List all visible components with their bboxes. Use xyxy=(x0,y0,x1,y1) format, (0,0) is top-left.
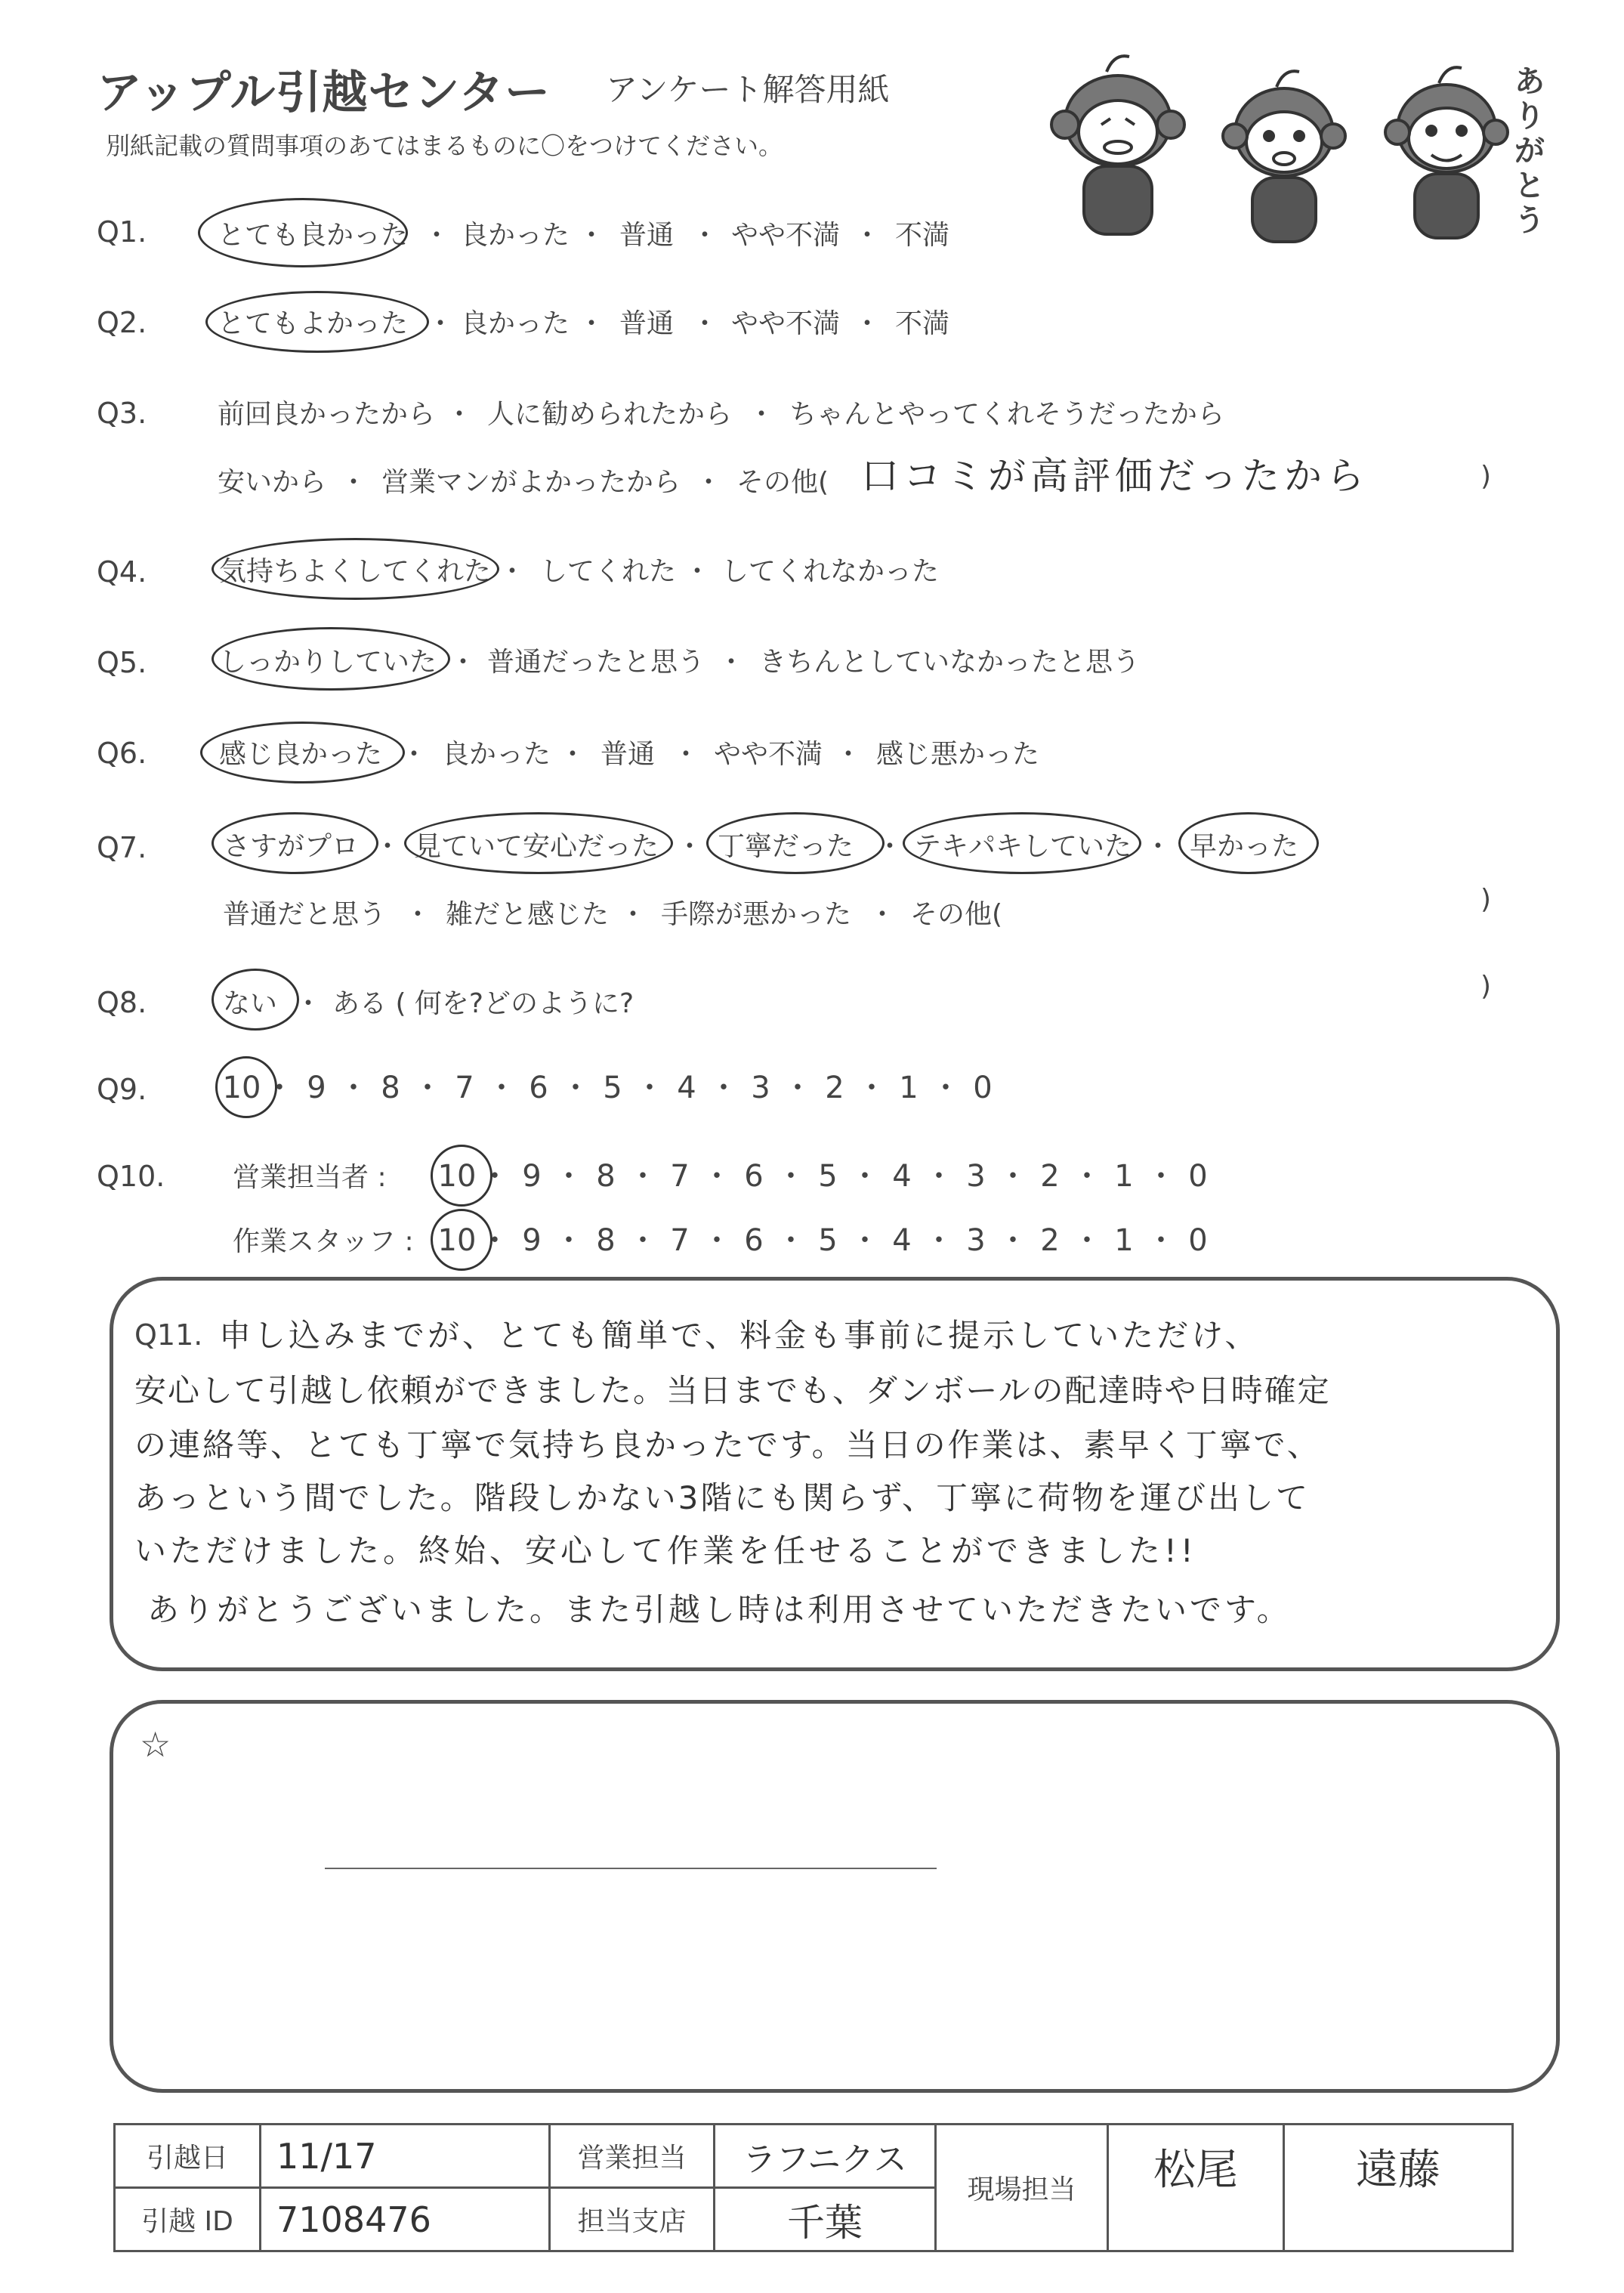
q8-close-paren: ) xyxy=(1480,971,1492,1002)
q5-label: Q5. xyxy=(97,646,147,679)
q9-label: Q9. xyxy=(97,1073,147,1106)
q10-staff-score-1[interactable]: 1 xyxy=(1114,1223,1134,1258)
q2-label: Q2. xyxy=(97,306,147,339)
q6-option-3[interactable]: 普通 xyxy=(601,739,656,770)
q10-sales-score-8[interactable]: 8 xyxy=(596,1159,616,1194)
form-instruction: 別紙記載の質問事項のあてはまるものに〇をつけてください。 xyxy=(106,131,783,160)
q10-staff-score-9[interactable]: 9 xyxy=(522,1223,542,1258)
separator-dot: ・ xyxy=(854,308,881,339)
q9-score-9[interactable]: 9 xyxy=(307,1071,326,1105)
separator-dot: ・ xyxy=(578,308,606,339)
q10-sales-score-4[interactable]: 4 xyxy=(892,1159,912,1194)
q10-sales-label: 営業担当者 : xyxy=(233,1162,387,1193)
q6-option-5[interactable]: 感じ悪かった xyxy=(876,739,1040,770)
q4-option-2[interactable]: してくれた xyxy=(540,556,677,587)
q10-label: Q10. xyxy=(97,1160,165,1193)
separator-dot: ・ xyxy=(876,831,904,862)
separator-dot: ・ xyxy=(748,399,776,430)
separator-dot: ・ xyxy=(340,467,368,498)
q10-staff-score-2[interactable]: 2 xyxy=(1040,1223,1060,1258)
q3-option-2[interactable]: 人に勧められたから xyxy=(487,399,733,430)
move-id-handwritten: 7108476 xyxy=(276,2199,431,2240)
q4-option-1[interactable]: 気持ちよくしてくれた xyxy=(219,556,492,587)
q9-score-0[interactable]: 0 xyxy=(973,1071,993,1105)
q10-staff-score-6[interactable]: 6 xyxy=(744,1223,764,1258)
q8-option-1[interactable]: ない xyxy=(223,988,278,1019)
separator-dot: ・ xyxy=(400,739,428,770)
q1-label: Q1. xyxy=(97,215,147,249)
q2-option-3[interactable]: 普通 xyxy=(619,308,675,339)
q9-score-10[interactable]: 10 xyxy=(222,1071,261,1105)
q7-option-2[interactable]: 見ていて安心だった xyxy=(414,831,659,862)
separator-dot: ・ xyxy=(691,220,719,251)
q4-label: Q4. xyxy=(97,555,147,589)
q9-score-3[interactable]: 3 xyxy=(751,1071,770,1105)
move-date-value[interactable] xyxy=(261,2125,550,2188)
sales-rep-value[interactable] xyxy=(715,2125,936,2188)
q3-label: Q3. xyxy=(97,397,147,430)
q5-option-1[interactable]: しっかりしていた xyxy=(219,647,437,678)
q3-option-5[interactable]: 営業マンがよかったから xyxy=(381,467,681,498)
q3-option-4[interactable]: 安いから xyxy=(218,467,327,498)
q3-option-3[interactable]: ちゃんとやってくれそうだったから xyxy=(789,399,1225,430)
separator-dot: ・ xyxy=(835,739,863,770)
q7-label: Q7. xyxy=(97,831,147,864)
q4-option-3[interactable]: してくれなかった xyxy=(721,556,940,587)
blank-underline xyxy=(325,1868,937,1869)
q5-option-2[interactable]: 普通だったと思う xyxy=(487,647,705,678)
separator-dot: ・ xyxy=(718,647,746,678)
q2-option-5[interactable]: 不満 xyxy=(895,308,950,339)
thanks-vertical-text: ありがとう xyxy=(1514,64,1545,238)
separator-dot: ・ xyxy=(446,399,474,430)
field-staff-value-2[interactable] xyxy=(1284,2125,1513,2251)
separator-dot: ・ xyxy=(854,220,881,251)
q10-sales-score-9[interactable]: 9 xyxy=(522,1159,542,1194)
star-icon: ☆ xyxy=(140,1724,171,1765)
q9-score-8[interactable]: 8 xyxy=(381,1071,400,1105)
q11-line-3: の連絡等、とても丁寧で気持ち良かったです。当日の作業は、素早く丁寧で、 xyxy=(134,1426,1321,1463)
separator-dot: ・ xyxy=(672,739,700,770)
monkey-mascot-illustration xyxy=(1035,53,1564,257)
q10-staff-score-0[interactable]: 0 xyxy=(1188,1223,1208,1258)
q11-line-1: 申し込みまでが、とても簡単で、料金も事前に提示していただけ、 xyxy=(219,1317,1260,1354)
separator-dot: ・ xyxy=(691,308,719,339)
q10-staff-label: 作業スタッフ : xyxy=(233,1226,414,1257)
q6-option-4[interactable]: やや不満 xyxy=(714,739,823,770)
separator-dot: ・ xyxy=(499,556,526,587)
move-id-value[interactable] xyxy=(261,2188,550,2251)
q10-staff-score-3[interactable]: 3 xyxy=(966,1223,986,1258)
q10-sales-score-6[interactable]: 6 xyxy=(744,1159,764,1194)
q10-sales-score-0[interactable]: 0 xyxy=(1188,1159,1208,1194)
q8-option-2[interactable]: ある ( 何を?どのように? xyxy=(332,988,634,1019)
q9-score-4[interactable]: 4 xyxy=(677,1071,696,1105)
q10-staff-scale: 10 ・ 9 ・ 8 ・ 7 ・ 6 ・ 5 ・ 4 ・ 3 ・ 2 ・ 1 ・ 0 xyxy=(434,1216,1220,1259)
q7-option-6[interactable]: 普通だと思う xyxy=(223,899,387,930)
move-date-label: 引越日 xyxy=(115,2125,261,2188)
q11-line-2: 安心して引越し依頼ができました。当日までも、ダンボールの配達時や日時確定 xyxy=(134,1372,1331,1409)
move-info-table xyxy=(113,2123,1514,2252)
q3-option-1[interactable]: 前回良かったから xyxy=(218,399,436,430)
q7-option-4[interactable]: テキパキしていた xyxy=(914,831,1132,862)
q6-option-2[interactable]: 良かった xyxy=(442,739,551,770)
q10-sales-score-10[interactable]: 10 xyxy=(437,1159,477,1194)
form-title: アップル引越センター xyxy=(97,66,551,119)
q7-close-paren: ) xyxy=(1480,884,1492,915)
branch-value[interactable] xyxy=(715,2188,936,2251)
q1-option-1[interactable]: とても良かった xyxy=(218,220,409,251)
q7-option-3[interactable]: 丁寧だった xyxy=(718,831,854,862)
separator-dot: ・ xyxy=(427,308,455,339)
q10-sales-score-5[interactable]: 5 xyxy=(818,1159,838,1194)
q10-sales-score-1[interactable]: 1 xyxy=(1114,1159,1134,1194)
q3-close-paren: ) xyxy=(1480,461,1492,492)
q5-option-3[interactable]: きちんとしていなかったと思う xyxy=(759,647,1141,678)
q10-staff-score-8[interactable]: 8 xyxy=(596,1223,616,1258)
q10-sales-score-3[interactable]: 3 xyxy=(966,1159,986,1194)
field-staff-value-1[interactable] xyxy=(1108,2125,1284,2251)
move-date-handwritten: 11/17 xyxy=(276,2135,377,2177)
separator-dot: ・ xyxy=(449,647,477,678)
separator-dot: ・ xyxy=(1144,831,1172,862)
q9-score-5[interactable]: 5 xyxy=(603,1071,622,1105)
q2-option-1[interactable]: とてもよかった xyxy=(218,308,409,339)
q6-option-1[interactable]: 感じ良かった xyxy=(219,739,383,770)
q8-label: Q8. xyxy=(97,986,147,1019)
q11-line-4: あっという間でした。階段しかない3階にも関らず、丁寧に荷物を運び出して xyxy=(134,1479,1310,1516)
q10-sales-score-7[interactable]: 7 xyxy=(670,1159,690,1194)
q9-scale: 10 ・ 9 ・ 8 ・ 7 ・ 6 ・ 5 ・ 4 ・ 3 ・ 2 ・ 1 ・ 0 xyxy=(219,1064,1005,1107)
separator-dot: ・ xyxy=(684,556,712,587)
q11-label: Q11. xyxy=(134,1318,203,1352)
q10-sales-scale: 10 ・ 9 ・ 8 ・ 7 ・ 6 ・ 5 ・ 4 ・ 3 ・ 2 ・ 1 ・ 0 xyxy=(434,1152,1220,1195)
field-staff-handwritten-2: 遠藤 xyxy=(1356,2146,1440,2195)
separator-dot: ・ xyxy=(423,220,451,251)
q2-option-2[interactable]: 良かった xyxy=(461,308,570,339)
q7-option-8[interactable]: 手際が悪かった xyxy=(661,899,852,930)
separator-dot: ・ xyxy=(619,899,647,930)
separator-dot: ・ xyxy=(404,899,432,930)
q9-score-6[interactable]: 6 xyxy=(529,1071,548,1105)
q6-label: Q6. xyxy=(97,737,147,770)
q11-line-5: いただけました。終始、安心して作業を任せることができました!! xyxy=(134,1532,1197,1569)
q1-option-3[interactable]: 普通 xyxy=(619,220,675,251)
sales-rep-label: 営業担当 xyxy=(550,2125,715,2188)
field-staff-handwritten-1: 松尾 xyxy=(1153,2146,1238,2195)
q7-option-5[interactable]: 早かった xyxy=(1190,831,1299,862)
q3-other-handwritten-text: 口コミが高評価だったから xyxy=(861,454,1369,498)
separator-dot: ・ xyxy=(295,988,323,1019)
separator-dot: ・ xyxy=(578,220,606,251)
q1-option-4[interactable]: やや不満 xyxy=(731,220,841,251)
q7-option-other[interactable]: その他( xyxy=(910,899,1003,930)
q1-option-2[interactable]: 良かった xyxy=(461,220,570,251)
q10-staff-score-4[interactable]: 4 xyxy=(892,1223,912,1258)
q9-score-1[interactable]: 1 xyxy=(899,1071,919,1105)
q7-option-7[interactable]: 雑だと感じた xyxy=(446,899,610,930)
field-staff-label: 現場担当 xyxy=(936,2125,1108,2251)
branch-label: 担当支店 xyxy=(550,2188,715,2251)
q3-option-other[interactable]: その他( xyxy=(736,467,829,498)
separator-dot: ・ xyxy=(559,739,587,770)
separator-dot: ・ xyxy=(676,831,704,862)
branch-handwritten: 千葉 xyxy=(787,2200,863,2245)
separator-dot: ・ xyxy=(695,467,723,498)
q10-staff-score-7[interactable]: 7 xyxy=(670,1223,690,1258)
q7-option-1[interactable]: さすがプロ xyxy=(223,831,360,862)
q10-staff-score-10[interactable]: 10 xyxy=(437,1223,477,1258)
sales-rep-handwritten: ラフニクス xyxy=(743,2140,907,2179)
additional-comment-box[interactable] xyxy=(110,1700,1560,2093)
q11-line-6: ありがとうございました。また引越し時は利用させていただきたいです。 xyxy=(147,1591,1292,1628)
q2-option-4[interactable]: やや不満 xyxy=(731,308,841,339)
q10-sales-score-2[interactable]: 2 xyxy=(1040,1159,1060,1194)
q10-staff-score-5[interactable]: 5 xyxy=(818,1223,838,1258)
q1-option-5[interactable]: 不満 xyxy=(895,220,950,251)
separator-dot: ・ xyxy=(374,831,402,862)
q9-score-7[interactable]: 7 xyxy=(455,1071,474,1105)
q9-score-2[interactable]: 2 xyxy=(825,1071,844,1105)
form-subtitle: アンケート解答用紙 xyxy=(606,71,890,108)
separator-dot: ・ xyxy=(869,899,897,930)
move-id-label: 引越 ID xyxy=(115,2188,261,2251)
